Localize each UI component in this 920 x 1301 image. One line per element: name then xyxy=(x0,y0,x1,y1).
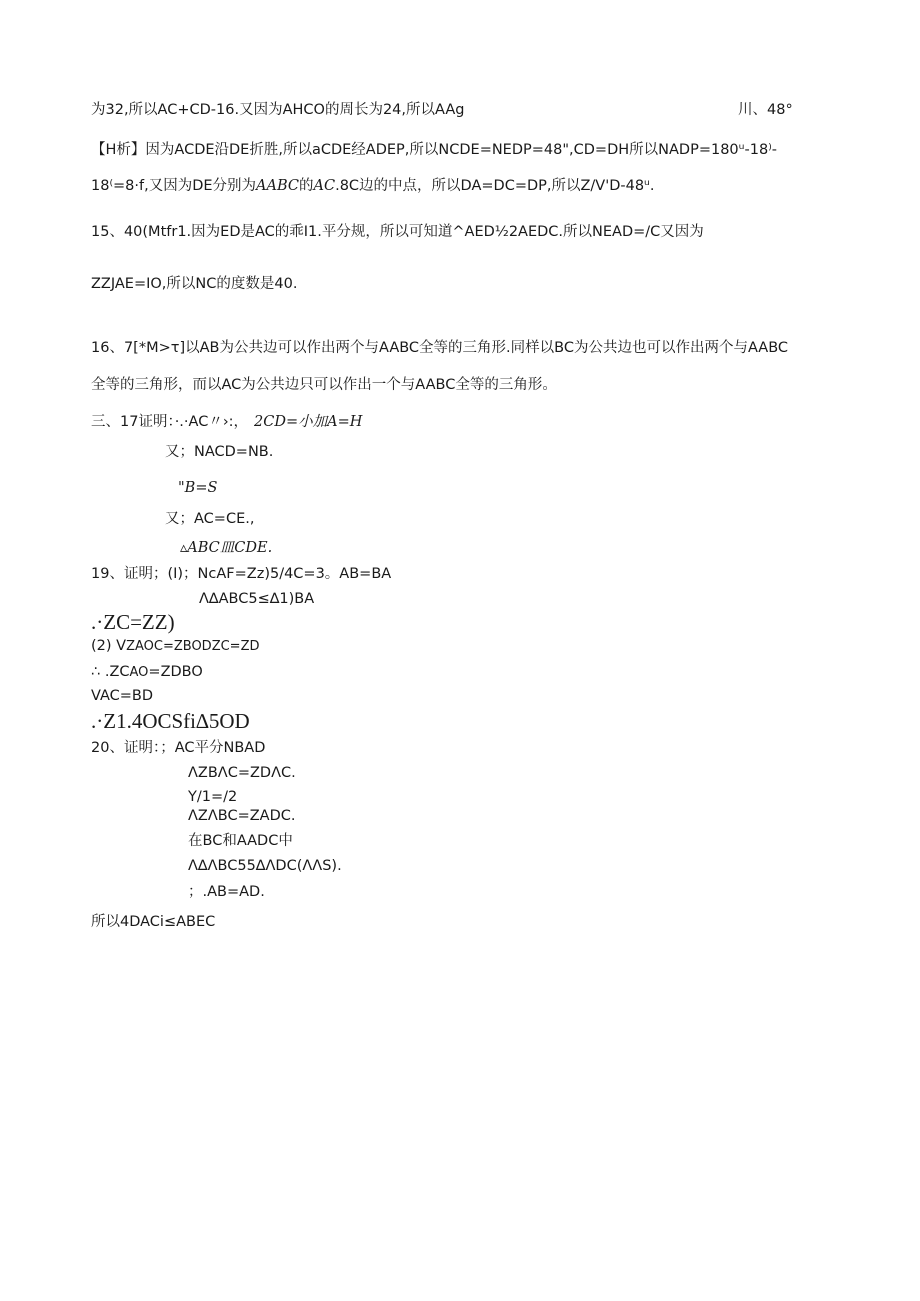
text-line: .·ZC=ZZ) xyxy=(91,610,175,634)
text-line: Y/1=/2 xyxy=(188,789,238,805)
text-line: ；.AB=AD. xyxy=(188,884,265,900)
text-line: ZZJAE=IO,所以NC的度数是40. xyxy=(91,276,298,292)
text-line: "B=S xyxy=(178,480,218,496)
text-line: 在BC和AADC中 xyxy=(188,833,293,849)
text-line: .·Z1.4OCSfi∆5OD xyxy=(91,709,250,733)
text-fragment: 的 xyxy=(299,178,314,194)
text-line: 又；AC=CE., xyxy=(165,511,255,527)
text-line: 【H析】因为ACDE沿DE折胜,所以aCDE经ADEP,所以NCDE=NEDP=48",CD=DH所以NADP=180ᵘ-18⁾- xyxy=(91,142,777,158)
text-line: 所以4DACi≤ABEC xyxy=(91,914,216,930)
text-line xyxy=(91,663,203,682)
text-fragment: 三、17证明：·.·AC〃›:， xyxy=(91,414,249,430)
text-fragment: ∴ .ZC xyxy=(91,664,130,680)
text-fragment: AC xyxy=(313,178,336,194)
text-fragment: AABC xyxy=(256,178,300,194)
text-line: 为32,所以AC+CD-16.又因为AHCO的周长为24,所以AAg xyxy=(91,102,465,118)
text-fragment: 18⁽=8·f,又因为DE分别为 xyxy=(91,178,257,194)
text-line: 川、48° xyxy=(738,102,793,118)
text-fragment: =ZDBO xyxy=(148,664,203,680)
text-fragment: 2CD=小加A=H xyxy=(254,414,363,430)
text-fragment: .8C边的中点，所以DA=DC=DP,所以Z/V'D-48ᵘ. xyxy=(335,178,655,194)
text-line: Λ∆ABC5≤∆1)BA xyxy=(199,591,315,607)
text-line: ▵ABC皿CDE. xyxy=(180,540,273,556)
text-line xyxy=(91,413,362,431)
text-fragment: ZAOC=ZBODZC=ZD xyxy=(126,639,260,654)
text-line: 16、7[*M>τ]以AB为公共边可以作出两个与AABC全等的三角形.同样以BC为公共边也可以作出两个与AABC xyxy=(91,340,789,356)
text-line: ΛZBΛC=ZDΛC. xyxy=(188,765,296,781)
text-line: 15、40(Mtfr1.因为ED是AC的乖I1.平分规，所以可知道^AED½2AEDC.所以NEAD=/C又因为 xyxy=(91,224,704,240)
text-fragment: AO xyxy=(129,665,149,680)
text-line: 全等的三角形，而以AC为公共边只可以作出一个与AABC全等的三角形。 xyxy=(91,377,557,393)
text-line: Λ∆ΛBC55∆ΛDC(ΛΛS). xyxy=(188,858,342,874)
text-line xyxy=(91,637,259,656)
text-line: 19、证明；(I)；NcAF=Zz)5/4C=3。AB=BA xyxy=(91,566,392,582)
text-line: 又；NACD=NB. xyxy=(165,444,274,460)
text-line xyxy=(91,177,655,195)
text-line: 20、证明：；AC平分NBAD xyxy=(91,740,266,756)
text-fragment: (2) V xyxy=(91,638,127,654)
text-line: ΛZΛBC=ZADC. xyxy=(188,808,296,824)
text-line: VAC=BD xyxy=(91,688,154,704)
